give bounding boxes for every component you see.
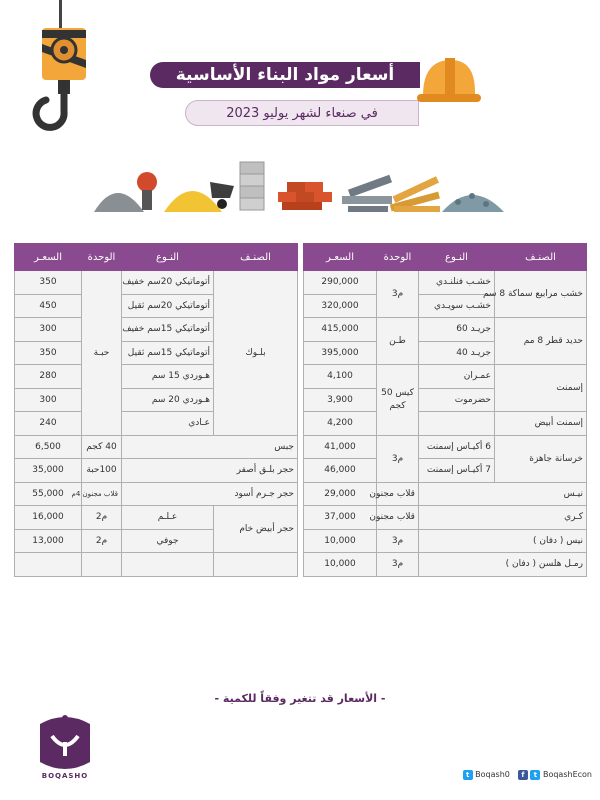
table-row [15, 506, 298, 530]
item-unit: قلاب مجنون [377, 506, 419, 530]
header-price: السعـر [304, 244, 377, 271]
item-price: 55,000 [15, 482, 82, 506]
item-type [419, 412, 495, 436]
table-row [15, 553, 298, 577]
item-price: 3,900 [304, 388, 377, 412]
item-type: عـادي [122, 412, 214, 436]
item-unit: م3 [377, 553, 419, 577]
header-unit: الوحدة [82, 244, 122, 271]
item-price: 320,000 [304, 294, 377, 318]
table-header-row [304, 244, 587, 271]
item-name: حديد قطر 8 مم [495, 318, 587, 365]
social-links [463, 770, 592, 780]
item-name: كـري [419, 506, 587, 530]
item-unit: 40 كجم [82, 435, 122, 459]
item-price: 450 [15, 294, 82, 318]
table-row [304, 506, 587, 530]
empty-cell [214, 553, 298, 577]
item-unit: م2 [82, 506, 122, 530]
item-type: خشـب سويـدي [419, 294, 495, 318]
empty-cell [122, 553, 214, 577]
table-row [304, 529, 587, 553]
item-price: 35,000 [15, 459, 82, 483]
item-name: خرسانة جاهزة [495, 435, 587, 482]
right-price-table [303, 243, 587, 577]
item-price: 290,000 [304, 271, 377, 295]
item-price: 37,000 [304, 506, 377, 530]
item-unit: حبـة [82, 271, 122, 436]
item-type: 6 أكيـاس إسمنت [419, 435, 495, 459]
table-row [15, 482, 298, 506]
header-type: النـوع [122, 244, 214, 271]
item-name: بلـوك [214, 271, 298, 436]
table-row [15, 459, 298, 483]
header-price: السعـر [15, 244, 82, 271]
item-price: 4,100 [304, 365, 377, 389]
item-type: هـوردي 15 سم [122, 365, 214, 389]
item-type: خشـب فنلنـدي [419, 271, 495, 295]
item-name: حجر أبيض خام [214, 506, 298, 553]
item-unit: م2 [82, 529, 122, 553]
table-row [304, 553, 587, 577]
item-name: حجر جـرم أسود [122, 482, 298, 506]
item-type: أتوماتيكي 20سم خفيف [122, 271, 214, 295]
item-unit: م3 [377, 271, 419, 318]
twitter-icon: t [463, 770, 473, 780]
page-title: أسعار مواد البناء الأساسية [150, 62, 420, 88]
table-row [304, 365, 587, 389]
empty-cell [82, 553, 122, 577]
item-price: 10,000 [304, 553, 377, 577]
page-subtitle: في صنعاء لشهر يوليو 2023 [185, 100, 419, 126]
item-type: أتوماتيكي 15سم خفيف [122, 318, 214, 342]
table-row [304, 318, 587, 342]
item-type: 7 أكيـاس إسمنت [419, 459, 495, 483]
item-unit: 100حبة [82, 459, 122, 483]
item-price: 280 [15, 365, 82, 389]
header-item: الصنـف [495, 244, 587, 271]
item-price: 16,000 [15, 506, 82, 530]
twitter-handle: Boqash0 [475, 770, 510, 779]
building-materials-illustration [92, 152, 512, 222]
item-price: 350 [15, 271, 82, 295]
table-row [304, 435, 587, 459]
item-price: 10,000 [304, 529, 377, 553]
item-type: حضرموت [419, 388, 495, 412]
facebook-icon: f [518, 770, 528, 780]
item-type: هـوردي 20 سم [122, 388, 214, 412]
item-unit: كيس 50 كجم [377, 365, 419, 436]
item-price: 240 [15, 412, 82, 436]
item-price: 415,000 [304, 318, 377, 342]
item-price: 46,000 [304, 459, 377, 483]
table-row [304, 412, 587, 436]
item-name: نيـس [419, 482, 587, 506]
item-name: إسمنت أبيض [495, 412, 587, 436]
table-row [304, 482, 587, 506]
facebook-link[interactable] [518, 770, 592, 780]
item-unit: م3 [377, 529, 419, 553]
item-price: 300 [15, 388, 82, 412]
left-price-table [14, 243, 298, 577]
facebook-handle: BoqashEcon [542, 770, 592, 779]
item-name: رمـل هلسن ( دفان ) [419, 553, 587, 577]
item-name: خشب مرابيع سماكة 8 سم [495, 271, 587, 318]
item-type: أتوماتيكي 20سم ثقيل [122, 294, 214, 318]
item-name: حجر بلـق أصفر [122, 459, 298, 483]
item-unit: قلاب مجنون 4م [82, 482, 122, 506]
item-price: 350 [15, 341, 82, 365]
table-row [15, 271, 298, 295]
item-unit: م3 [377, 435, 419, 482]
table-header-row [15, 244, 298, 271]
table-row [304, 271, 587, 295]
header-type: النـوع [419, 244, 495, 271]
price-disclaimer: - الأسعار قد تتغير وفقاً للكمية - [214, 692, 386, 705]
item-unit: طـن [377, 318, 419, 365]
item-price: 13,000 [15, 529, 82, 553]
twitter-icon: t [530, 770, 540, 780]
item-type: أتوماتيكي 15سم ثقيل [122, 341, 214, 365]
item-name: إسمنت [495, 365, 587, 412]
header-unit: الوحدة [377, 244, 419, 271]
item-price: 6,500 [15, 435, 82, 459]
header-item: الصنـف [214, 244, 298, 271]
item-name: جبس [122, 435, 298, 459]
item-type: جريـد 60 [419, 318, 495, 342]
twitter-link[interactable] [463, 770, 510, 780]
item-name: نيس ( دفان ) [419, 529, 587, 553]
boqash-logo-icon [30, 712, 100, 792]
item-type: عـلـم [122, 506, 214, 530]
item-type: جريـد 40 [419, 341, 495, 365]
empty-cell [15, 553, 82, 577]
logo-wordmark: BOQASHO [41, 772, 89, 780]
item-price: 4,200 [304, 412, 377, 436]
item-unit: قلاب مجنون [377, 482, 419, 506]
item-price: 41,000 [304, 435, 377, 459]
crane-hook-icon [18, 0, 108, 150]
table-row [15, 435, 298, 459]
item-type: جوفي [122, 529, 214, 553]
item-price: 300 [15, 318, 82, 342]
item-price: 29,000 [304, 482, 377, 506]
hard-hat-icon [415, 52, 481, 108]
item-type: عمـران [419, 365, 495, 389]
item-price: 395,000 [304, 341, 377, 365]
